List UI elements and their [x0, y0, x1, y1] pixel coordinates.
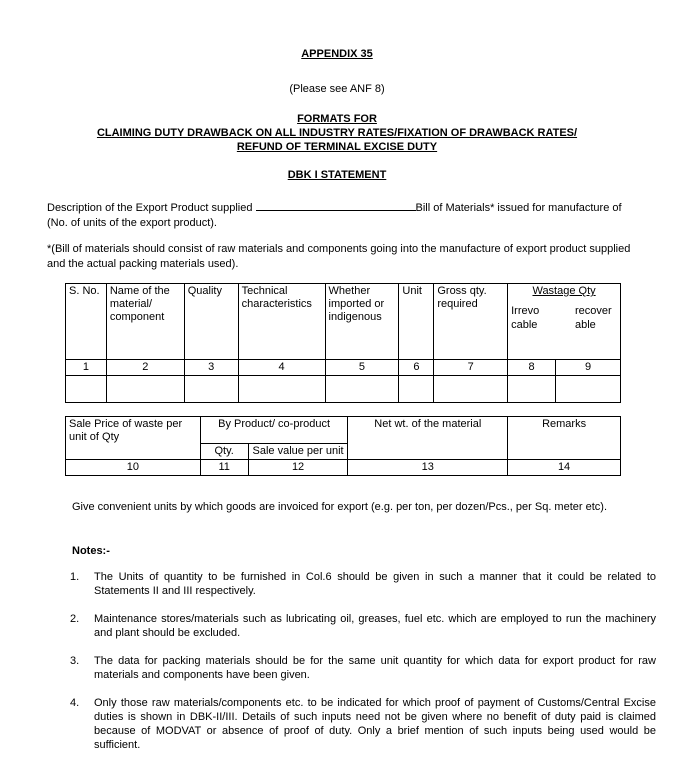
col-number: 5: [325, 360, 399, 376]
by-product-header: By Product/ co-product: [200, 417, 348, 444]
col-number: 2: [106, 360, 184, 376]
formats-line-3: REFUND OF TERMINAL EXCISE DUTY: [236, 141, 438, 153]
col-number: 12: [248, 460, 348, 476]
note-text: The Units of quantity to be furnished in Col.6 should be given in such a manner that it could be related to Statements II and III respectively.: [94, 571, 656, 597]
wastage-subheaders: [511, 304, 617, 332]
col-number: 1: [66, 360, 107, 376]
note-text: The data for packing materials should be for the same unit quantity for which data for export product for raw materials and components have been given.: [94, 655, 656, 681]
description-paragraph: [47, 201, 632, 231]
note-number: 3.: [70, 655, 80, 667]
col-number: 13: [348, 460, 508, 476]
blank-cell: [556, 376, 621, 403]
bill-of-materials-note: *(Bill of materials should consist of raw materials and components going into the manufacture of export product supplied and the actual packing materials used).: [47, 243, 631, 270]
irrevocable-label: Irrevo cable: [511, 305, 540, 331]
description-part-1: Description of the Export Product supplied: [47, 202, 253, 214]
table-header-row: [66, 284, 621, 360]
col-number: 6: [399, 360, 434, 376]
note-text: Maintenance stores/materials such as lubricating oil, greases, fuel etc. which are employed to run the machinery and plant should be excluded.: [94, 613, 656, 639]
appendix-title: APPENDIX 35: [301, 48, 373, 60]
col-number: 8: [508, 360, 556, 376]
blank-entry-row: [66, 376, 621, 403]
blank-cell: [508, 376, 556, 403]
col-quality-header: Quality: [184, 284, 238, 360]
col-number: 3: [184, 360, 238, 376]
materials-table: [65, 283, 621, 403]
net-wt-header: Net wt. of the material: [348, 417, 508, 460]
notes-list: [70, 570, 656, 766]
blank-cell: [434, 376, 508, 403]
note-number: 2.: [70, 613, 80, 625]
formats-heading: [0, 112, 674, 154]
note-item: [70, 570, 656, 598]
table2-header-row: [66, 417, 621, 444]
table2-number-row: [66, 460, 621, 476]
col-number: 7: [434, 360, 508, 376]
col-number: 4: [238, 360, 325, 376]
sale-value-header: Sale value per unit: [248, 444, 348, 460]
blank-cell: [325, 376, 399, 403]
blank-cell: [399, 376, 434, 403]
col-gross-header: Gross qty. required: [434, 284, 508, 360]
note-text: Only those raw materials/components etc. to be indicated for which proof of payment of Customs/Central Excise duties is shown in DBK-II/III. Details of such inputs need not be given where no benefit of duty paid is claimed because of MODVAT or absence of proof of duty. Only a brief mention of such inputs being used would be sufficient.: [94, 697, 656, 751]
note-item: [70, 612, 656, 640]
note-number: 1.: [70, 571, 80, 583]
col-number: 9: [556, 360, 621, 376]
qty-header: Qty.: [200, 444, 248, 460]
column-number-row: [66, 360, 621, 376]
blank-cell: [66, 376, 107, 403]
sale-price-header: Sale Price of waste per unit of Qty: [66, 417, 201, 460]
col-unit-header: Unit: [399, 284, 434, 360]
note-item: [70, 654, 656, 682]
col-wastage-header: [508, 284, 621, 360]
col-technical-header: Technical characteristics: [238, 284, 325, 360]
recoverable-label: recover able: [575, 305, 612, 331]
wastage-qty-label: Wastage Qty: [532, 285, 596, 297]
statement-title: DBK I STATEMENT: [287, 169, 387, 181]
units-paragraph: Give convenient units by which goods are invoiced for export (e.g. per ton, per dozen/Pcs., per Sq. meter etc).: [72, 501, 607, 513]
note-number: 4.: [70, 697, 80, 709]
notes-heading: Notes:-: [72, 545, 110, 557]
formats-line-2: CLAIMING DUTY DRAWBACK ON ALL INDUSTRY RATES/FIXATION OF DRAWBACK RATES/: [96, 127, 578, 139]
col-sno-header: S. No.: [66, 284, 107, 360]
waste-price-table: [65, 416, 621, 476]
blank-cell: [184, 376, 238, 403]
col-number: 14: [508, 460, 621, 476]
col-whether-header: Whether imported or indigenous: [325, 284, 399, 360]
col-name-header: Name of the material/ component: [106, 284, 184, 360]
description-blank-line: [256, 201, 416, 211]
note-item: [70, 696, 656, 752]
formats-line-1: FORMATS FOR: [297, 113, 377, 125]
see-note: (Please see ANF 8): [289, 83, 385, 95]
col-number: 10: [66, 460, 201, 476]
blank-cell: [106, 376, 184, 403]
remarks-header: Remarks: [508, 417, 621, 460]
blank-cell: [238, 376, 325, 403]
description-part-2: Bill of Materials* issued for manufacture of (No. of units of the export product).: [47, 202, 622, 229]
col-number: 11: [200, 460, 248, 476]
